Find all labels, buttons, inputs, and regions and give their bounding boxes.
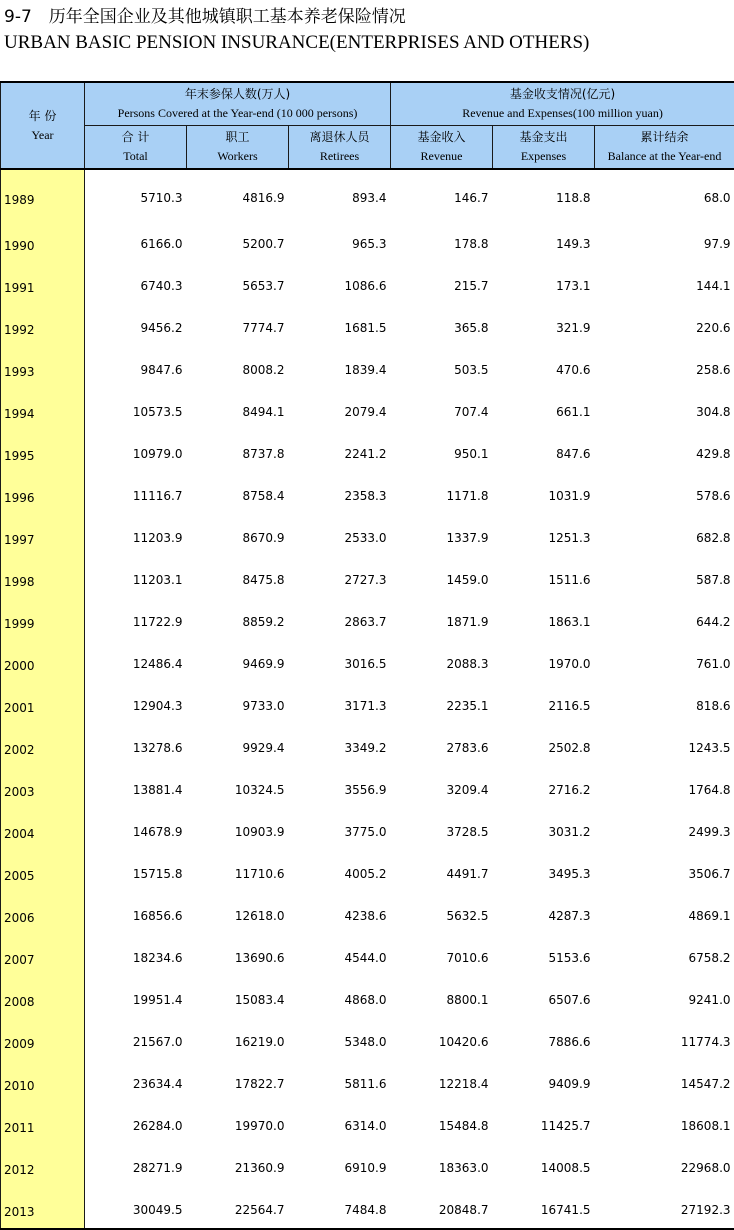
table-row bbox=[1, 598, 734, 640]
year-cell: 1994 bbox=[1, 388, 85, 430]
cell-workers: 11710.6 bbox=[187, 850, 289, 892]
cell-total: 11203.9 bbox=[85, 514, 187, 556]
cell-revenue: 5632.5 bbox=[391, 892, 493, 934]
cell-total: 12904.3 bbox=[85, 682, 187, 724]
persons-covered-group-header bbox=[85, 82, 391, 126]
table-row bbox=[1, 892, 734, 934]
cell-retirees: 4005.2 bbox=[289, 850, 391, 892]
cell-workers: 8475.8 bbox=[187, 556, 289, 598]
cell-total: 10573.5 bbox=[85, 388, 187, 430]
cell-expenses: 470.6 bbox=[493, 346, 595, 388]
cell-total: 14678.9 bbox=[85, 808, 187, 850]
cell-expenses: 2716.2 bbox=[493, 766, 595, 808]
cell-expenses: 173.1 bbox=[493, 262, 595, 304]
cell-expenses: 14008.5 bbox=[493, 1144, 595, 1186]
year-cell: 2004 bbox=[1, 808, 85, 850]
cell-retirees: 5811.6 bbox=[289, 1060, 391, 1102]
cell-workers: 21360.9 bbox=[187, 1144, 289, 1186]
cell-retirees: 3171.3 bbox=[289, 682, 391, 724]
cell-workers: 7774.7 bbox=[187, 304, 289, 346]
cell-revenue: 950.1 bbox=[391, 430, 493, 472]
cell-revenue: 1871.9 bbox=[391, 598, 493, 640]
cell-workers: 9469.9 bbox=[187, 640, 289, 682]
cell-revenue: 146.7 bbox=[391, 169, 493, 220]
cell-expenses: 16741.5 bbox=[493, 1186, 595, 1229]
column-header-total-en: Total bbox=[85, 147, 186, 166]
year-cell: 1995 bbox=[1, 430, 85, 472]
persons-group-cn: 年末参保人数(万人) bbox=[85, 85, 390, 104]
table-row bbox=[1, 169, 734, 220]
cell-workers: 10903.9 bbox=[187, 808, 289, 850]
cell-expenses: 2502.8 bbox=[493, 724, 595, 766]
table-body bbox=[1, 169, 734, 1229]
cell-revenue: 7010.6 bbox=[391, 934, 493, 976]
year-cell: 2000 bbox=[1, 640, 85, 682]
cell-balance: 11774.3 bbox=[595, 1018, 734, 1060]
cell-total: 10979.0 bbox=[85, 430, 187, 472]
cell-revenue: 20848.7 bbox=[391, 1186, 493, 1229]
cell-balance: 68.0 bbox=[595, 169, 734, 220]
year-cell: 2005 bbox=[1, 850, 85, 892]
cell-workers: 15083.4 bbox=[187, 976, 289, 1018]
table-row bbox=[1, 682, 734, 724]
cell-revenue: 2088.3 bbox=[391, 640, 493, 682]
cell-retirees: 1681.5 bbox=[289, 304, 391, 346]
cell-retirees: 2727.3 bbox=[289, 556, 391, 598]
cell-total: 23634.4 bbox=[85, 1060, 187, 1102]
year-cell: 2001 bbox=[1, 682, 85, 724]
cell-revenue: 8800.1 bbox=[391, 976, 493, 1018]
column-header-retirees-en: Retirees bbox=[289, 147, 390, 166]
column-header-total-cn: 合 计 bbox=[85, 128, 186, 147]
column-header-revenue bbox=[391, 126, 493, 170]
year-cell: 1996 bbox=[1, 472, 85, 514]
cell-expenses: 1251.3 bbox=[493, 514, 595, 556]
year-column-header bbox=[1, 82, 85, 169]
cell-balance: 429.8 bbox=[595, 430, 734, 472]
column-header-expenses-en: Expenses bbox=[493, 147, 594, 166]
cell-expenses: 1970.0 bbox=[493, 640, 595, 682]
column-header-expenses-cn: 基金支出 bbox=[493, 128, 594, 147]
cell-expenses: 3495.3 bbox=[493, 850, 595, 892]
cell-revenue: 178.8 bbox=[391, 220, 493, 262]
table-row bbox=[1, 472, 734, 514]
cell-total: 30049.5 bbox=[85, 1186, 187, 1229]
table-title-chinese: 9-7 历年全国企业及其他城镇职工基本养老保险情况 bbox=[4, 4, 734, 30]
column-header-revenue-cn: 基金收入 bbox=[391, 128, 492, 147]
cell-total: 13278.6 bbox=[85, 724, 187, 766]
cell-expenses: 118.8 bbox=[493, 169, 595, 220]
table-row bbox=[1, 220, 734, 262]
cell-workers: 9929.4 bbox=[187, 724, 289, 766]
cell-balance: 14547.2 bbox=[595, 1060, 734, 1102]
cell-retirees: 6910.9 bbox=[289, 1144, 391, 1186]
column-header-retirees-cn: 离退休人员 bbox=[289, 128, 390, 147]
table-row bbox=[1, 388, 734, 430]
cell-balance: 304.8 bbox=[595, 388, 734, 430]
cell-balance: 144.1 bbox=[595, 262, 734, 304]
cell-expenses: 847.6 bbox=[493, 430, 595, 472]
cell-workers: 8670.9 bbox=[187, 514, 289, 556]
year-cell: 2006 bbox=[1, 892, 85, 934]
column-header-workers-cn: 职工 bbox=[187, 128, 288, 147]
column-header-balance-cn: 累计结余 bbox=[595, 128, 734, 147]
fund-group-en: Revenue and Expenses(100 million yuan) bbox=[391, 104, 734, 123]
cell-revenue: 4491.7 bbox=[391, 850, 493, 892]
cell-balance: 258.6 bbox=[595, 346, 734, 388]
cell-retirees: 1839.4 bbox=[289, 346, 391, 388]
cell-balance: 2499.3 bbox=[595, 808, 734, 850]
cell-workers: 9733.0 bbox=[187, 682, 289, 724]
table-row bbox=[1, 976, 734, 1018]
cell-retirees: 2863.7 bbox=[289, 598, 391, 640]
cell-expenses: 7886.6 bbox=[493, 1018, 595, 1060]
cell-workers: 8859.2 bbox=[187, 598, 289, 640]
cell-total: 6740.3 bbox=[85, 262, 187, 304]
table-row bbox=[1, 640, 734, 682]
cell-expenses: 1031.9 bbox=[493, 472, 595, 514]
cell-total: 26284.0 bbox=[85, 1102, 187, 1144]
cell-retirees: 7484.8 bbox=[289, 1186, 391, 1229]
cell-retirees: 2079.4 bbox=[289, 388, 391, 430]
cell-expenses: 6507.6 bbox=[493, 976, 595, 1018]
column-header-retirees bbox=[289, 126, 391, 170]
table-row bbox=[1, 724, 734, 766]
cell-balance: 27192.3 bbox=[595, 1186, 734, 1229]
column-header-row bbox=[1, 126, 734, 170]
table-row bbox=[1, 346, 734, 388]
cell-retirees: 3556.9 bbox=[289, 766, 391, 808]
year-header-en: Year bbox=[1, 126, 84, 145]
cell-balance: 4869.1 bbox=[595, 892, 734, 934]
cell-balance: 644.2 bbox=[595, 598, 734, 640]
cell-retirees: 2358.3 bbox=[289, 472, 391, 514]
cell-revenue: 10420.6 bbox=[391, 1018, 493, 1060]
cell-total: 28271.9 bbox=[85, 1144, 187, 1186]
cell-expenses: 2116.5 bbox=[493, 682, 595, 724]
cell-retirees: 3349.2 bbox=[289, 724, 391, 766]
table-row bbox=[1, 1186, 734, 1229]
cell-workers: 8758.4 bbox=[187, 472, 289, 514]
table-header bbox=[1, 82, 734, 169]
cell-retirees: 2241.2 bbox=[289, 430, 391, 472]
cell-retirees: 893.4 bbox=[289, 169, 391, 220]
table-row bbox=[1, 1060, 734, 1102]
column-header-workers bbox=[187, 126, 289, 170]
cell-revenue: 3209.4 bbox=[391, 766, 493, 808]
cell-expenses: 1863.1 bbox=[493, 598, 595, 640]
cell-expenses: 321.9 bbox=[493, 304, 595, 346]
year-cell: 2012 bbox=[1, 1144, 85, 1186]
cell-balance: 6758.2 bbox=[595, 934, 734, 976]
cell-workers: 17822.7 bbox=[187, 1060, 289, 1102]
cell-balance: 22968.0 bbox=[595, 1144, 734, 1186]
cell-balance: 1764.8 bbox=[595, 766, 734, 808]
cell-total: 12486.4 bbox=[85, 640, 187, 682]
year-cell: 1999 bbox=[1, 598, 85, 640]
year-cell: 2008 bbox=[1, 976, 85, 1018]
cell-expenses: 3031.2 bbox=[493, 808, 595, 850]
persons-group-en: Persons Covered at the Year-end (10 000 persons) bbox=[85, 104, 390, 123]
cell-workers: 8494.1 bbox=[187, 388, 289, 430]
cell-total: 11203.1 bbox=[85, 556, 187, 598]
table-row bbox=[1, 514, 734, 556]
cell-workers: 12618.0 bbox=[187, 892, 289, 934]
cell-workers: 8008.2 bbox=[187, 346, 289, 388]
cell-workers: 22564.7 bbox=[187, 1186, 289, 1229]
cell-revenue: 707.4 bbox=[391, 388, 493, 430]
cell-balance: 9241.0 bbox=[595, 976, 734, 1018]
column-header-expenses bbox=[493, 126, 595, 170]
table-row bbox=[1, 556, 734, 598]
cell-workers: 16219.0 bbox=[187, 1018, 289, 1060]
cell-workers: 5653.7 bbox=[187, 262, 289, 304]
cell-balance: 578.6 bbox=[595, 472, 734, 514]
cell-balance: 18608.1 bbox=[595, 1102, 734, 1144]
cell-retirees: 2533.0 bbox=[289, 514, 391, 556]
cell-balance: 1243.5 bbox=[595, 724, 734, 766]
cell-revenue: 2235.1 bbox=[391, 682, 493, 724]
cell-balance: 3506.7 bbox=[595, 850, 734, 892]
cell-revenue: 1337.9 bbox=[391, 514, 493, 556]
cell-total: 6166.0 bbox=[85, 220, 187, 262]
year-cell: 2010 bbox=[1, 1060, 85, 1102]
cell-revenue: 365.8 bbox=[391, 304, 493, 346]
cell-balance: 97.9 bbox=[595, 220, 734, 262]
table-row bbox=[1, 850, 734, 892]
cell-retirees: 4868.0 bbox=[289, 976, 391, 1018]
cell-retirees: 5348.0 bbox=[289, 1018, 391, 1060]
cell-total: 5710.3 bbox=[85, 169, 187, 220]
year-cell: 2013 bbox=[1, 1186, 85, 1229]
year-cell: 1993 bbox=[1, 346, 85, 388]
cell-balance: 682.8 bbox=[595, 514, 734, 556]
cell-revenue: 2783.6 bbox=[391, 724, 493, 766]
cell-retirees: 4238.6 bbox=[289, 892, 391, 934]
cell-expenses: 11425.7 bbox=[493, 1102, 595, 1144]
table-row bbox=[1, 934, 734, 976]
year-cell: 1998 bbox=[1, 556, 85, 598]
year-cell: 2007 bbox=[1, 934, 85, 976]
cell-revenue: 18363.0 bbox=[391, 1144, 493, 1186]
cell-retirees: 1086.6 bbox=[289, 262, 391, 304]
cell-balance: 818.6 bbox=[595, 682, 734, 724]
cell-total: 9456.2 bbox=[85, 304, 187, 346]
cell-revenue: 503.5 bbox=[391, 346, 493, 388]
cell-retirees: 4544.0 bbox=[289, 934, 391, 976]
table-row bbox=[1, 304, 734, 346]
cell-revenue: 215.7 bbox=[391, 262, 493, 304]
cell-expenses: 661.1 bbox=[493, 388, 595, 430]
cell-revenue: 15484.8 bbox=[391, 1102, 493, 1144]
year-cell: 2011 bbox=[1, 1102, 85, 1144]
cell-retirees: 3016.5 bbox=[289, 640, 391, 682]
cell-workers: 5200.7 bbox=[187, 220, 289, 262]
cell-retirees: 3775.0 bbox=[289, 808, 391, 850]
column-header-total bbox=[85, 126, 187, 170]
cell-expenses: 1511.6 bbox=[493, 556, 595, 598]
cell-total: 15715.8 bbox=[85, 850, 187, 892]
cell-workers: 19970.0 bbox=[187, 1102, 289, 1144]
cell-expenses: 149.3 bbox=[493, 220, 595, 262]
cell-retirees: 965.3 bbox=[289, 220, 391, 262]
cell-expenses: 9409.9 bbox=[493, 1060, 595, 1102]
table-row bbox=[1, 808, 734, 850]
cell-total: 18234.6 bbox=[85, 934, 187, 976]
year-cell: 1991 bbox=[1, 262, 85, 304]
cell-balance: 761.0 bbox=[595, 640, 734, 682]
cell-balance: 587.8 bbox=[595, 556, 734, 598]
table-row bbox=[1, 1144, 734, 1186]
cell-total: 11722.9 bbox=[85, 598, 187, 640]
cell-workers: 10324.5 bbox=[187, 766, 289, 808]
year-cell: 1989 bbox=[1, 169, 85, 220]
cell-revenue: 1459.0 bbox=[391, 556, 493, 598]
year-cell: 1997 bbox=[1, 514, 85, 556]
table-row bbox=[1, 766, 734, 808]
table-title-english: URBAN BASIC PENSION INSURANCE(ENTERPRISES AND OTHERS) bbox=[4, 30, 734, 56]
cell-retirees: 6314.0 bbox=[289, 1102, 391, 1144]
cell-total: 11116.7 bbox=[85, 472, 187, 514]
column-header-balance-en: Balance at the Year-end bbox=[595, 147, 734, 166]
cell-revenue: 12218.4 bbox=[391, 1060, 493, 1102]
cell-revenue: 1171.8 bbox=[391, 472, 493, 514]
year-cell: 2003 bbox=[1, 766, 85, 808]
table-row bbox=[1, 262, 734, 304]
cell-balance: 220.6 bbox=[595, 304, 734, 346]
fund-group-header bbox=[391, 82, 734, 126]
cell-workers: 13690.6 bbox=[187, 934, 289, 976]
year-header-cn: 年 份 bbox=[1, 107, 84, 126]
year-cell: 1992 bbox=[1, 304, 85, 346]
column-header-revenue-en: Revenue bbox=[391, 147, 492, 166]
cell-workers: 4816.9 bbox=[187, 169, 289, 220]
table-row bbox=[1, 1102, 734, 1144]
cell-expenses: 5153.6 bbox=[493, 934, 595, 976]
cell-revenue: 3728.5 bbox=[391, 808, 493, 850]
cell-total: 19951.4 bbox=[85, 976, 187, 1018]
column-header-balance bbox=[595, 126, 734, 170]
cell-total: 13881.4 bbox=[85, 766, 187, 808]
cell-total: 9847.6 bbox=[85, 346, 187, 388]
cell-workers: 8737.8 bbox=[187, 430, 289, 472]
year-cell: 2009 bbox=[1, 1018, 85, 1060]
cell-total: 21567.0 bbox=[85, 1018, 187, 1060]
year-cell: 2002 bbox=[1, 724, 85, 766]
cell-total: 16856.6 bbox=[85, 892, 187, 934]
fund-group-cn: 基金收支情况(亿元) bbox=[391, 85, 734, 104]
table-row bbox=[1, 430, 734, 472]
table-row bbox=[1, 1018, 734, 1060]
pension-insurance-table bbox=[0, 81, 734, 1230]
column-header-workers-en: Workers bbox=[187, 147, 288, 166]
year-cell: 1990 bbox=[1, 220, 85, 262]
cell-expenses: 4287.3 bbox=[493, 892, 595, 934]
